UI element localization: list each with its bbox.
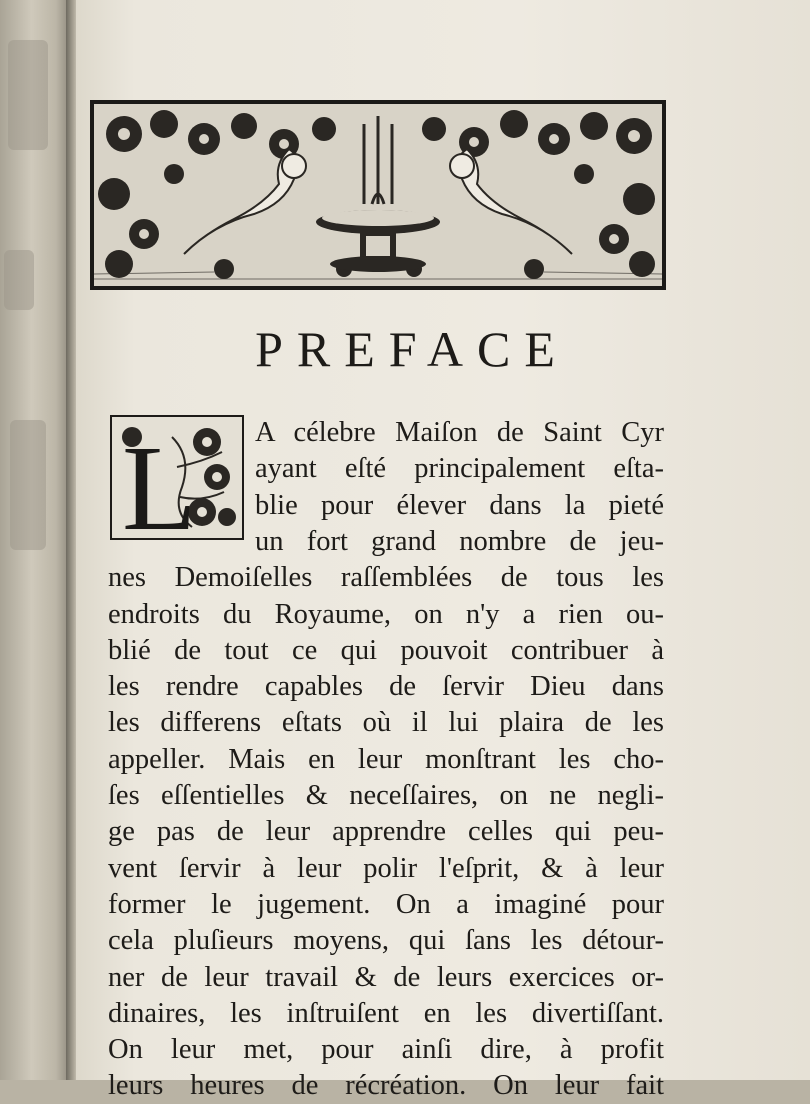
drop-cap-letter: L xyxy=(122,421,197,538)
text-line: A célebre Maiſon de Saint Cyr xyxy=(255,417,664,448)
text-line: ſes eſſentielles & neceſſaires, on ne negli- xyxy=(108,780,664,811)
text-line: blie pour élever dans la pieté xyxy=(255,489,664,521)
text-line: vent ſervir à leur polir l'eſprit, & à leur xyxy=(108,852,664,884)
text-line: ge pas de leur apprendre celles qui peu- xyxy=(108,816,664,848)
text-line: les differens eſtats où il lui plaira de les xyxy=(108,707,664,739)
text-line: dinaires, les inſtruiſent en les divertiſſant. xyxy=(108,997,664,1029)
text-line: On leur met, pour ainſi dire, à profit xyxy=(108,1034,664,1066)
text-line: ner de leur travail & de leurs exercices or- xyxy=(108,961,664,993)
text-line: leurs heures de récréation. On leur fait xyxy=(108,1070,664,1102)
text-line: blié de tout ce qui pouvoit contribuer à xyxy=(108,634,664,666)
text-line: nes Demoiſelles raſſemblées de tous les xyxy=(108,562,664,594)
text-line: les rendre capables de ſervir Dieu dans xyxy=(108,671,664,703)
text-line: endroits du Royaume, on n'y a rien ou- xyxy=(108,598,664,630)
engraved-headpiece-ornament xyxy=(90,100,666,290)
text-line: ayant eſté principalement eſta- xyxy=(255,453,664,485)
page-title: PREFACE xyxy=(255,321,569,377)
text-line: former le jugement. On a imaginé pour xyxy=(108,888,664,920)
text-line: un fort grand nombre de jeu- xyxy=(255,525,664,557)
ornamental-drop-cap xyxy=(110,415,244,540)
text-line: appeller. Mais en leur monſtrant les cho- xyxy=(108,743,664,775)
facing-page-edge xyxy=(0,0,70,1080)
text-line: cela pluſieurs moyens, qui ſans les détour- xyxy=(108,925,664,957)
